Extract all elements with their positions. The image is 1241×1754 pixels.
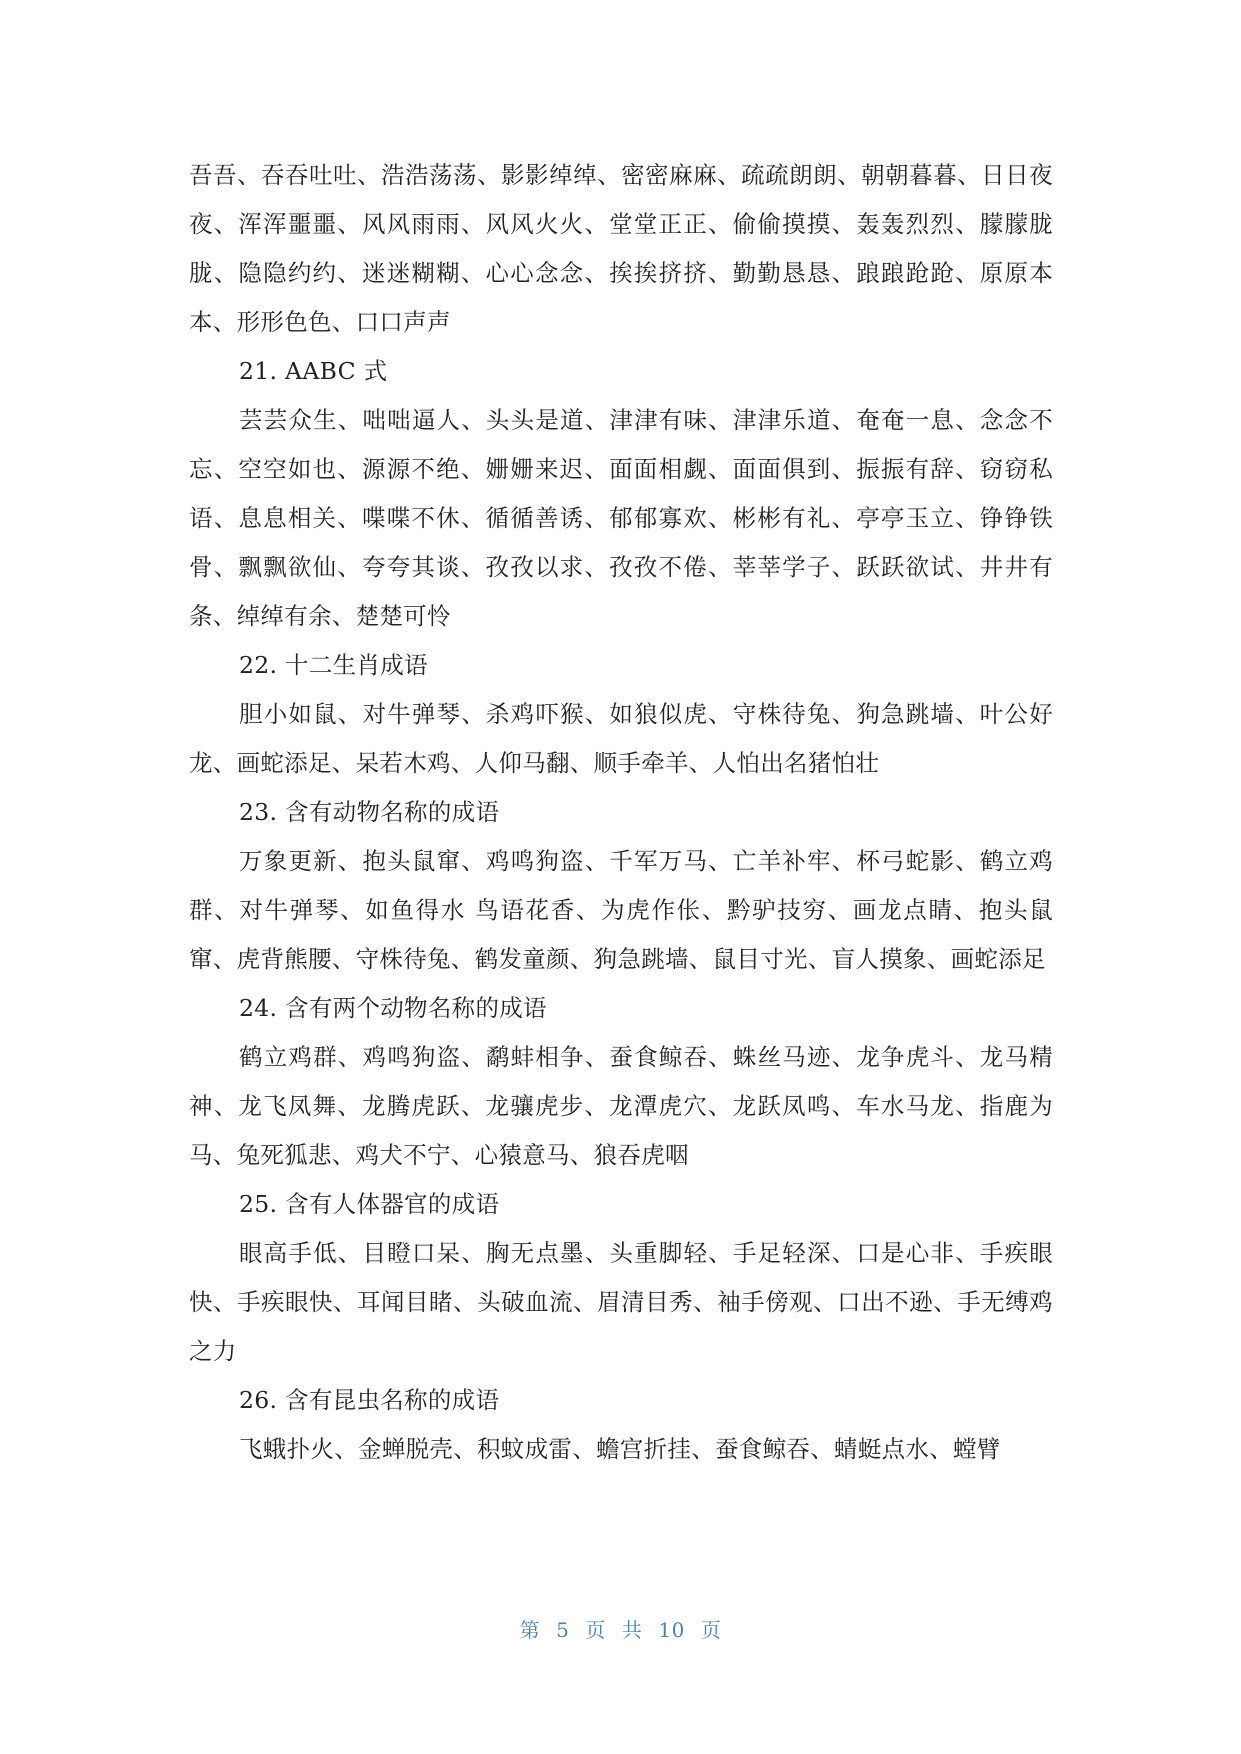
section-text-24: 鹤立鸡群、鸡鸣狗盗、鹬蚌相争、蚕食鲸吞、蛛丝马迹、龙争虎斗、龙马精神、龙飞凤舞、龙腾虎跃、龙骧虎步、龙潭虎穴、龙跃凤鸣、车水马龙、指鹿为马、兔死狐悲、鸡犬不宁、心猿意马、狼吞虎咽 [189,1043,1053,1169]
section-text-25: 眼高手低、目瞪口呆、胸无点墨、头重脚轻、手足轻深、口是心非、手疾眼快、手疾眼快、耳闻目睹、头破血流、眉清目秀、袖手傍观、口出不逊、手无缚鸡之力 [189,1239,1053,1365]
page-body [189,151,1053,1474]
section-text-21: 芸芸众生、咄咄逼人、头头是道、津津有味、津津乐道、奄奄一息、念念不忘、空空如也、源源不绝、姗姗来迟、面面相觑、面面俱到、振振有辞、窃窃私语、息息相关、喋喋不休、循循善诱、郁郁寡欢、彬彬有礼、亭亭玉立、铮铮铁骨、飘飘欲仙、夸夸其谈、孜孜以求、孜孜不倦、莘莘学子、跃跃欲试、井井有条、绰绰有余、楚楚可怜 [189,406,1053,630]
footer-word-ye-end: 页 [700,1618,722,1642]
section-heading-23: 23. 含有动物名称的成语 [239,798,500,826]
section-heading-22: 22. 十二生肖成语 [239,651,428,679]
footer-total-pages: 10 [658,1618,685,1642]
section-heading-25: 25. 含有人体器官的成语 [239,1190,500,1218]
footer-word-di: 第 [519,1618,541,1642]
footer-word-ye: 页 [585,1618,606,1642]
section-heading-24: 24. 含有两个动物名称的成语 [239,994,547,1022]
paragraph-continued: 吾吾、吞吞吐吐、浩浩荡荡、影影绰绰、密密麻麻、疏疏朗朗、朝朝暮暮、日日夜夜、浑浑噩噩、风风雨雨、风风火火、堂堂正正、偷偷摸摸、轰轰烈烈、朦朦胧胧、隐隐约约、迷迷糊糊、心心念念、挨挨挤挤、勤勤恳恳、踉踉跄跄、原原本本、形形色色、口口声声 [189,161,1053,336]
section-heading-21: 21. AABC 式 [239,357,388,385]
page-footer [0,1614,1241,1643]
section-text-26: 飞蛾扑火、金蝉脱壳、积蚊成雷、蟾宫折挂、蚕食鲸吞、蜻蜓点水、螳臂 [239,1435,1001,1463]
section-heading-26: 26. 含有昆虫名称的成语 [239,1386,500,1414]
footer-page-number: 5 [556,1618,570,1642]
section-text-22: 胆小如鼠、对牛弹琴、杀鸡吓猴、如狼似虎、守株待兔、狗急跳墙、叶公好龙、画蛇添足、呆若木鸡、人仰马翻、顺手牵羊、人怕出名猪怕壮 [189,700,1053,777]
section-text-23: 万象更新、抱头鼠窜、鸡鸣狗盗、千军万马、亡羊补牢、杯弓蛇影、鹤立鸡群、对牛弹琴、如鱼得水 鸟语花香、为虎作伥、黔驴技穷、画龙点睛、抱头鼠窜、虎背熊腰、守株待兔、鹤发童颜、狗急跳墙、鼠目寸光、盲人摸象、画蛇添足 [189,847,1053,973]
footer-word-gong: 共 [621,1618,643,1642]
